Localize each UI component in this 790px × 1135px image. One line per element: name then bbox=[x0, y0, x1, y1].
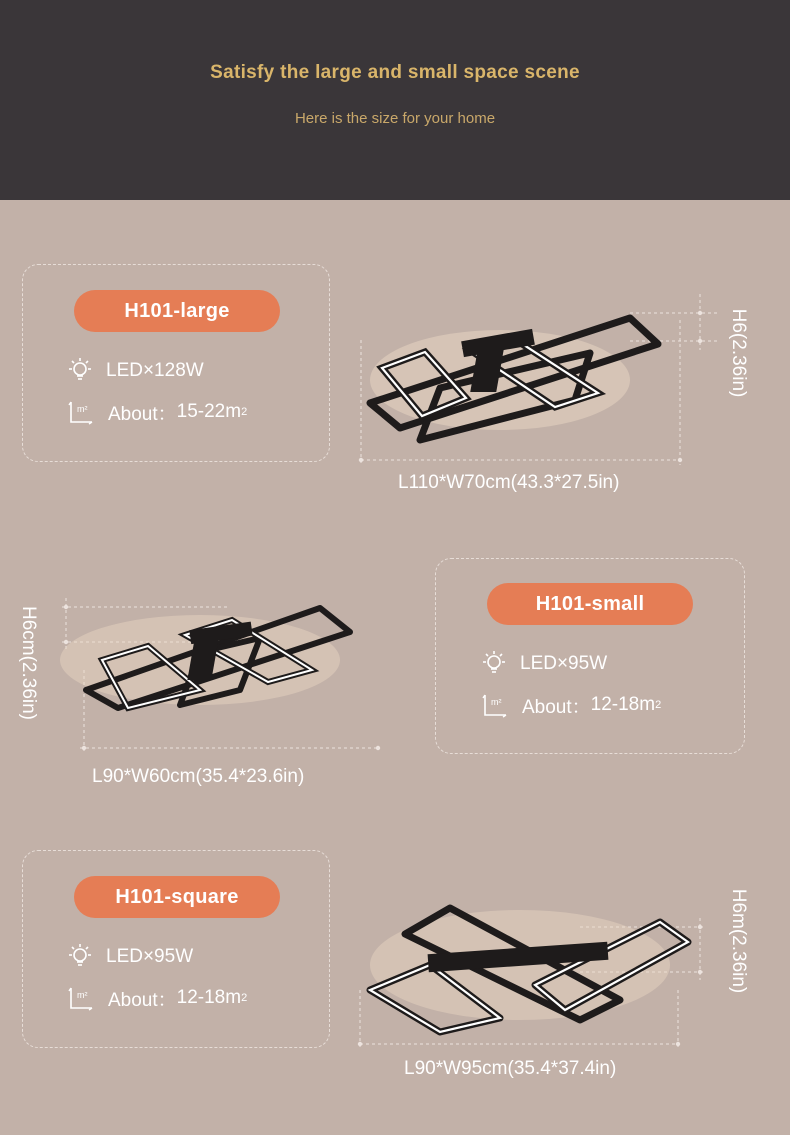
area-m2-icon: m² bbox=[482, 691, 512, 719]
header-banner bbox=[0, 0, 790, 200]
area-value: 12-18m bbox=[590, 694, 656, 715]
bulb-icon bbox=[66, 357, 96, 385]
height-dimension: H6m(2.36in) bbox=[728, 888, 749, 994]
area-value: 12-18m bbox=[176, 987, 242, 1008]
area-unit-sup: 2 bbox=[655, 699, 662, 711]
page-subtitle: Here is the size for your home bbox=[294, 110, 496, 127]
power-spec bbox=[66, 357, 204, 385]
height-dimension: H6(2.36in) bbox=[728, 308, 749, 398]
lamp-small-illustration bbox=[0, 580, 400, 770]
power-value: LED×95W bbox=[520, 653, 608, 674]
power-spec bbox=[66, 943, 193, 971]
length-dimension: L90*W60cm(35.4*23.6in) bbox=[92, 766, 305, 787]
bulb-icon bbox=[66, 943, 96, 971]
power-value: LED×95W bbox=[106, 946, 194, 967]
area-value: 15-22m bbox=[176, 401, 242, 422]
power-spec bbox=[480, 650, 607, 678]
length-dimension: L110*W70cm(43.3*27.5in) bbox=[398, 472, 620, 493]
lamp-square-illustration bbox=[340, 880, 720, 1070]
length-dimension: L90*W95cm(35.4*37.4in) bbox=[404, 1058, 617, 1079]
area-m2-icon: m² bbox=[68, 984, 98, 1012]
product-name-badge: H101-square bbox=[74, 876, 280, 918]
power-value: LED×128W bbox=[106, 360, 204, 381]
lamp-large-illustration bbox=[340, 280, 720, 480]
area-label: About： bbox=[108, 989, 177, 1011]
area-spec bbox=[482, 691, 661, 719]
product-name-badge: H101-large bbox=[74, 290, 280, 332]
area-spec bbox=[68, 398, 247, 426]
bulb-icon bbox=[480, 650, 510, 678]
area-unit-sup: 2 bbox=[241, 406, 248, 418]
area-label: About： bbox=[108, 403, 177, 425]
page-title: Satisfy the large and small space scene bbox=[210, 62, 580, 83]
area-spec bbox=[68, 984, 247, 1012]
height-dimension: H6cm(2.36in) bbox=[18, 605, 39, 721]
product-name-badge: H101-small bbox=[487, 583, 693, 625]
area-label: About： bbox=[522, 696, 591, 718]
area-m2-icon: m² bbox=[68, 398, 98, 426]
area-unit-sup: 2 bbox=[241, 992, 248, 1004]
